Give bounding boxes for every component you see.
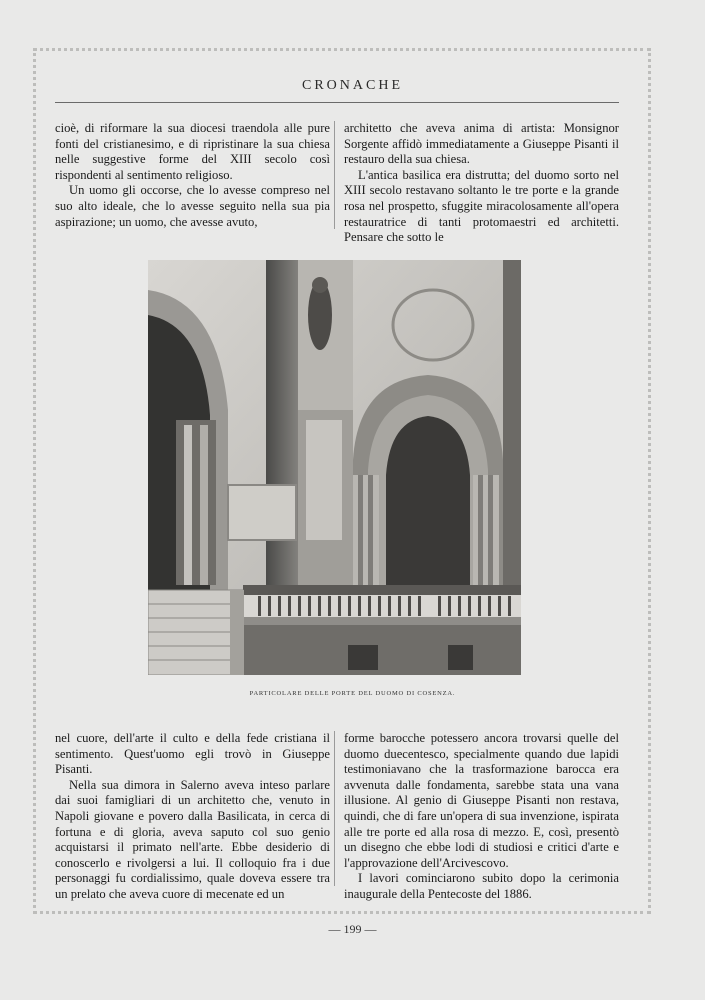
cathedral-doors-photo bbox=[148, 260, 521, 675]
paragraph: I lavori cominciarono subito dopo la cerimonia inaugurale della Pentecoste del 1886. bbox=[344, 871, 619, 901]
page-number: — 199 — bbox=[328, 922, 377, 936]
column-top-right bbox=[344, 121, 619, 246]
figure-caption: PARTICOLARE DELLE PORTE DEL DUOMO DI COSENZA. bbox=[249, 690, 456, 697]
paragraph: cioè, di riformare la sua diocesi traendola alle pure fonti del cristianesimo, e di ripristinare la sua chiesa nelle suggestive forme del XIII secolo così rispondenti al sentimento religioso. bbox=[55, 121, 330, 182]
running-header: CRONACHE bbox=[301, 78, 403, 93]
column-top-left bbox=[55, 121, 330, 230]
paragraph: forme barocche potessero ancora trovarsi quelle del duomo duecentesco, specialmente quando due lapidi testimoniavano che la trasformazione barocca era avvenuta dalle fondamenta, sarebbe stata una vana illusione. Al genio di Giuseppe Pisanti non restava, quindi, che di fare un'opera di sua invenzione, ispirata alle tre porte ed alla rosa di mezzo. E, così, presentò un disegno che ebbe lodi di studiosi e critici d'arte e l'approvazione dell'Arcivescovo. bbox=[344, 731, 619, 870]
column-bottom-right bbox=[344, 731, 619, 903]
paragraph: nel cuore, dell'arte il culto e della fede cristiana il sentimento. Quest'uomo egli trovò in Giuseppe Pisanti. bbox=[55, 731, 330, 777]
paragraph: L'antica basilica era distrutta; del duomo sorto nel XIII secolo restavano soltanto le tre porte e la grande rosa nel prospetto, sfuggite miracolosamente all'opera restauratrice di tanti protomaestri ed architetti. Pensare che sotto le bbox=[344, 167, 619, 245]
column-divider bbox=[334, 121, 335, 229]
paragraph: Un uomo gli occorse, che lo avesse compreso nel suo alto ideale, che lo avesse seguito nella sua pia aspirazione; un uomo, che avesse avuto, bbox=[55, 183, 330, 229]
paragraph: Nella sua dimora in Salerno aveva inteso parlare dai suoi famigliari di un architetto che, venuto in Napoli giovane e povero dalla Basilicata, in cerca di fortuna e di gloria, aveva saputo col suo genio acquistarsi il primato nell'arte. Ebbe desiderio di conoscerlo e rivolgersi a lui. Il colloquio fra i due personaggi fu cordialissimo, quale doveva essere tra un prelato che aveva cuore di mecenate ed un bbox=[55, 777, 330, 901]
column-divider bbox=[334, 731, 335, 886]
column-bottom-left bbox=[55, 731, 330, 903]
header-rule bbox=[55, 102, 619, 103]
paragraph: architetto che aveva anima di artista: Monsignor Sorgente affidò immediatamente a Giuseppe Pisanti il restauro della sua chiesa. bbox=[344, 121, 619, 167]
